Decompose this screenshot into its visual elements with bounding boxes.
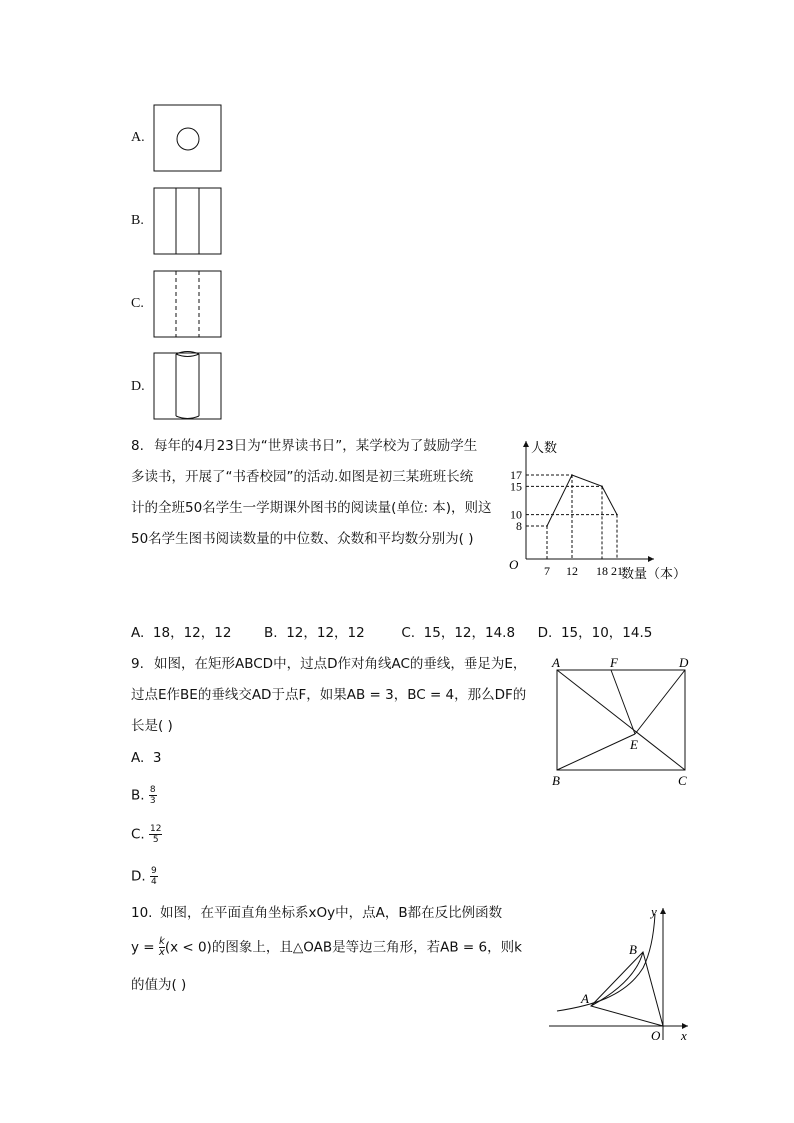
q9-label-c: C [678,773,687,788]
q10-label-y: y [651,904,657,919]
q9-label-a: A [552,655,560,670]
q8-option-c[interactable]: C. 15，12，14.8 [401,625,516,641]
q8-line-2: 多读书，开展了“书香校园”的活动.如图是初三某班班长统 [131,469,474,485]
q7-option-d-figure[interactable] [152,350,224,422]
q8-options [131,623,652,643]
q8-option-d[interactable]: D. 15，10，14.5 [537,625,653,641]
q8-x-tick-7: 7 [544,564,550,578]
q8-line-1: 每年的4月23日为“世界读书日”，某学校为了鼓励学生 [154,438,478,454]
q8-y-label: 人数 [531,440,558,455]
q7-option-d-label[interactable]: D. [131,379,145,394]
q8-y-tick-10: 10 [510,507,522,522]
q8-point-18 [601,486,603,488]
q8-y-tick-15: 15 [510,479,522,494]
q7-option-b-figure[interactable] [152,186,224,256]
q8-number: 8. [131,438,144,454]
q9-line-3: 长是( ) [131,718,173,734]
q9-line-2: 过点E作BE的垂线交AD于点F，如果AB = 3，BC = 4，那么DF的 [131,687,527,703]
q8-x-tick-12: 12 [566,564,578,578]
q8-origin: O [509,557,519,572]
q7-option-a-label[interactable]: A. [131,130,145,145]
q10-number: 10. [131,905,153,921]
q8-option-b[interactable]: B. 12，12，12 [264,625,365,641]
q10-label-o: O [651,1028,661,1043]
q9-label-d: D [679,655,689,670]
q8-y-tick-8: 8 [516,519,522,533]
q9-option-c[interactable]: C. $\frac{12}{5}$ [131,824,162,845]
q8-series-line [547,475,617,526]
q8-line-chart [500,433,700,583]
q9-label-b: B [552,773,560,788]
q8-x-tick-21: 21 [611,564,623,578]
q9-label-e: E [630,737,638,752]
q10-label-a: A [581,991,589,1006]
q7-option-c-label[interactable]: C. [131,296,144,311]
q8-line-4: 50名学生图书阅读数量的中位数、众数和平均数分别为( ) [131,531,474,547]
q7-option-a-figure[interactable] [152,103,224,173]
q9-rectangle-figure [548,654,698,794]
q10-line-3: 的值为( ) [131,977,187,993]
q10-label-b: B [629,942,637,957]
q8-line-3: 计的全班50名学生一学期课外图书的阅读量(单位: 本)，则这 [131,500,492,516]
q10-label-x: x [681,1028,687,1043]
q10-line-2: y = $\frac{k}{x}$ (x < 0)的图象上，且△OAB是等边三角形，若AB = 6，则k [131,936,522,958]
q8-point-7 [546,525,548,527]
q9-option-a[interactable]: A. 3 [131,750,162,766]
q7-option-c-figure[interactable] [152,269,224,339]
q8-option-a[interactable]: A. 18，12，12 [131,625,232,641]
q8-point-21 [616,514,618,516]
q7-option-b-label[interactable]: B. [131,213,144,228]
q9-number: 9. [131,656,144,672]
q10-triangle-oab [591,952,663,1026]
q10-coordinate-figure [545,902,695,1044]
q10-line-1: 如图，在平面直角坐标系xOy中，点A，B都在反比例函数 [160,905,503,921]
q9-line-1: 如图，在矩形ABCD中，过点D作对角线AC的垂线，垂足为E， [154,656,527,672]
q8-x-label: 数量（本） [621,566,687,581]
q8-x-tick-18: 18 [596,564,608,578]
q8-y-tick-17: 17 [510,468,522,482]
q9-option-d[interactable]: D. $\frac{9}{4}$ [131,866,157,887]
q9-label-f: F [610,655,618,670]
q9-option-b[interactable]: B. $\frac{8}{3}$ [131,785,156,806]
q8-point-12 [571,474,573,476]
